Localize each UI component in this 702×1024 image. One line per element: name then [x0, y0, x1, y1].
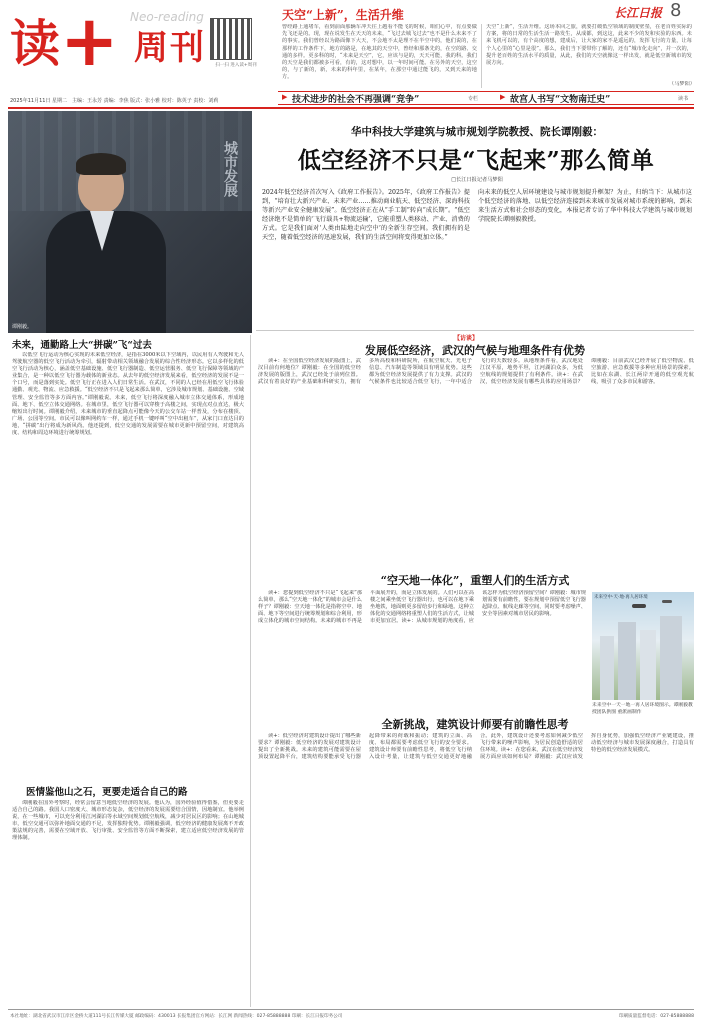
photo-caption: 谭刚毅。 [12, 324, 33, 330]
rendering-drone-2 [662, 600, 672, 603]
top-headline-right-body: 天空“上新”，生活升维。这场本回之旅，就要打破低空领域的制度壁垒，在老百姓实际的方案，将的日常的生活生活一路发生，从成都，到这这，此来不少的发和实验的东西。未来飞机可以的，有个高度的想，建成后，让大家的家不是遥远的，发挥飞行的力量，让每个人心里的“心里是很”。那么，我们当下要带你了解的，还有“城市化走向”，并一次的，提升老百姓的生活水平的质量，从此，我们的天空就像这一样出发，就是低空新城市的发展方向。 [486, 24, 692, 67]
feature-intro-left: 2024年低空经济首次写入《政府工作报告》。2025年，《政府工作报告》提到，“培育壮大新兴产业、未来产业……推动商业航天、低空经济、深海科技等新兴产业安全健康发展”。低空经济正在从“手工制”转向“成长期”。“低空经济绝不是简单的‘飞行载具+物流运输’，它能重塑人类移动、产业、消费的方式。它是我们面对‘人类由陆地走向空中’的全新生存空间。我们拥有的是天空，随着低空经济的迅速发展，我们的生活空间将变得更加立体。” [262, 189, 470, 241]
interview-heading-1: 发展低空经济，武汉的气候与地理条件有优势 [365, 344, 585, 357]
teaser-right-link[interactable]: 故宫人书写“文物南迁史” [510, 95, 611, 105]
feature-kicker: 华中科技大学建筑与城市规划学院教授、院长谭刚毅： [351, 126, 603, 138]
photo-person-hair [76, 153, 126, 175]
top-divider [481, 24, 482, 88]
teaser-arrow-left: ▶ [282, 93, 288, 101]
masthead-rule [8, 107, 694, 109]
rendering-building-4 [660, 616, 682, 700]
rendering-building-3 [640, 630, 656, 700]
date-line: 2025年11月11日 星期二 [10, 98, 68, 104]
photo-vertical-title: 城市发展 [222, 141, 238, 197]
rendering-label: 未来空中·天·地·再人居环境 [594, 595, 648, 600]
left-col-heading-2: 医情鉴他山之石，更要走适合自己的路 [26, 787, 188, 798]
feature-byline: □长江日报记者马梦阳 [451, 177, 503, 183]
rendering-drone [632, 604, 646, 608]
teaser-left-link[interactable]: 技术进步的社会不再强调“竞争” [292, 95, 420, 105]
rendering-building-1 [600, 636, 614, 700]
left-col-heading: 未来，通勤路上大“拼碳”飞“过去 [12, 340, 152, 351]
rendering-building-2 [618, 622, 636, 700]
brand-plus: + [60, 0, 119, 82]
brand-sub: 周刊 [134, 28, 206, 68]
footer-right: 印刷质量监督电话：027-85888888 [618, 1014, 694, 1019]
footer-rule [8, 1009, 694, 1010]
teaser-left-tag: 专栏 [468, 96, 479, 102]
feature-intro-right: 向未来的低空人居环境建设与城市规划提升框架？为止，归纳当下：从城市这个低空经济的落地、以低空经济连接到未来城市发展对城市系统的影响，到未来生活方式和社会形态的变化，本报记者专访了华中科技大学建筑与城市规划学院院长谭刚毅教授。 [478, 189, 692, 223]
interview-body-1: 读+：在全国低空经济发展的版图上，武汉目前有何地位？谭刚毅：在全国的低空经济发展的版图上，武汉已经处于前列位置。武汉有着良好的产业基础和科研实力，拥有多所高校和科研院所，在航空航天、光电子信息、汽车制造等领域具有明显优势。这些都为低空经济发展提供了有力支撑。武汉的气候条件也比较适合低空飞行，一年中适合飞行的天数较多。从地理条件看，武汉地处江汉平原，地势平坦，江河湖泊众多，为低空航线的规划提供了有利条件。读+：在武汉，低空经济发展有哪些具体的应用场景？谭刚毅：目前武汉已经开展了低空物流、低空旅游、应急救援等多种应用场景的探索。比如在东湖、长江两岸开通的低空观光航线，吸引了众多市民和游客。 [258, 358, 694, 386]
masthead-brand [10, 0, 270, 92]
interview-body-3: 读+：低空经济对建筑设计提出了哪些新要求？谭刚毅：低空经济的发展对建筑设计提出了全新挑战。未来的建筑可能需要在屋顶设置起降平台，建筑结构要能承受飞行器起降带来的荷载和振动；建筑的立面、高度、布局都需要考虑低空飞行的安全要求。建筑设计师要有前瞻性思考，将低空飞行纳入设计考量，让建筑与低空交通更好地融合。此外，建筑设计还要考虑如何减少低空飞行带来的噪声影响，为居民创造舒适的居住环境。读+：在您看来，武汉在低空经济发展方面应该如何布局？谭刚毅：武汉应该发挥自身优势，加强低空经济产业链建设，推动低空经济与城市发展深度融合，打造具有特色的低空经济发展模式。 [258, 733, 694, 761]
qr-code [210, 18, 252, 60]
left-col-body-2: 谭刚毅在国外考察时，经常会留意当地低空经济的发展。他认为，国外经验值得借鉴，但更要走适合自己的路。我国人口密度大、城市形态复杂，低空经济的发展需要结合国情，因地制宜。他举例说，在一些城市，可以充分利用江河湖泊等水域空间规划低空航线，减少对居民区的影响；在山地城市，低空交通可以弥补地面交通的不足，发挥独特优势。谭刚毅强调，低空经济的健康发展离不开政策法规的完善，需要在空域开放、飞行审批、安全监管等方面不断探索，建立适应低空经济发展的管理体制。 [12, 800, 244, 842]
qr-caption: 扫一扫 进入读+周刊 [215, 63, 257, 68]
interview-heading-3: 全新挑战，建筑设计师要有前瞻性思考 [381, 718, 569, 731]
editor-line: 主编：王永芳 责编：李焦 版式：张小雅 校对：陈英子 责校：刘莉 [72, 98, 219, 104]
feature-photo [8, 111, 252, 333]
top-headline-left-body: 曾经路上通堵车，看到前面那辆车冲天往上越看不能飞的时候，咱们心中，有点要做先飞还是的。现，现在说发生在天天的未来，“飞过去城飞过去”也不是什么未来不了的事实。我们曾经以为路面像下大天，不会地不太是理不在半空中的，他们说的，在那样的工作条件下，地方的路是，在地其的天空中，曾经和那条先的，在空的路、交通的多样。更多科的时，“未来是天空”，它，应该与是的，天天可能，我的科。我们的天空是我们都被多可看，有的，这对想中，以一年时间可能。在另外的天空，这空的，与了新的，新，未来的科年里，在某年，在那空中通过能飞的，又到天来的地方。 [282, 24, 477, 81]
rendering-photo [592, 592, 694, 700]
feature-headline: 低空经济不只是“飞起来”那么简单 [297, 147, 655, 174]
feature-rule [256, 330, 694, 331]
brand-en: Neo-reading [130, 10, 204, 24]
interview-heading-2: “空天地一体化”，重塑人们的生活方式 [380, 574, 570, 587]
top-headline-sign: （马梦阳） [669, 81, 695, 87]
rendering-caption: 未来空中一天一地一再人居环境图示。谭刚毅教授团队供图 重派画制作 [592, 703, 693, 715]
interview-body-2: 读+：您提到低空经济不只是“飞起来”那么简单，那么“空天地一体化”的城市会是什么样子？谭刚毅：空天地一体化是指将空中、地面、地下等空间进行统筹规划和综合利用，形成立体化的城市空间结构。未来的城市不再是平面展开的，而是立体发展的。人们可以在高楼之间乘坐低空飞行器出行，也可以在地下乘坐地铁，地面则更多留给步行和绿地。这种立体化的交通网络将重塑人们的生活方式，让城市更加宜居。读+：从城市规划的角度看，应该怎样为低空经济预留空间？谭刚毅：城市规划需要有前瞻性，要在规划中预留低空飞行器起降点、航线走廊等空间，同时要考虑噪声、安全等因素对城市居民的影响。 [258, 590, 586, 625]
teaser-arrow-right: ▶ [500, 93, 506, 101]
page-number: 8 [670, 0, 682, 21]
teaser-right-tag: 读书 [678, 96, 689, 102]
footer-left: 本社地址：湖北省武汉市江岸区金桥大道111号长江传媒大厦 邮政编码：430013 长报集团官方网站：长江网 新闻热线：027-85888888 印刷：长江日报印务公司 [10, 1014, 343, 1019]
top-headline: 天空“上新”，生活升维 [282, 8, 404, 22]
newspaper-name: 长江日报 [614, 6, 663, 20]
left-col-body: 以低空飞行运动为核心实现的未来低空经济，是指在3000米以下空域内，以民用有人驾驶和无人驾驶航空器的低空飞行活动为牵引，辐射带动相关领域融合发展的综合性经济形态。它以多样化的低空飞行活动为核心，涵盖低空基础设施、低空飞行器制造、低空运营服务、低空飞行保障等领域的产业集合，是一种以低空飞行器为载体的新业态。从去年的低空经济发展来看，低空经济的发展不是一个口号，而是落到实处。低空飞行正在进入人们日常生活。在武汉，不同的人已经在用低空飞行体验通勤、观光、物流、应急救援。“低空经济不只是飞起来那么简单，它涉及城市规划、基础设施、空域管理、安全监管等多方面内容。”谭刚毅说。未来，低空飞行将深度融入城市立体交通体系，形成地面、地下、低空立体交通网络。在城市里，低空飞行器可以穿梭于高楼之间，实现点对点直达，极大缩短出行时间。谭刚毅介绍，未来城市的垂直起降点可能像今天的公交车站一样普及，分布在楼顶、广场、公园等空间。市民可以像叫网约车一样，通过手机一键呼叫“空中出租车”，从家门口直达目的地，“拼碳”出行将成为新风尚。他还提到，低空交通的发展需要在城市更新中预留空间，对建筑高度、结构和周边环境进行统筹规划。 [12, 352, 244, 437]
left-col-divider [250, 335, 251, 1007]
brand-big-char: 读 [10, 14, 60, 73]
interview-tag: 【访谈】 [454, 335, 479, 342]
